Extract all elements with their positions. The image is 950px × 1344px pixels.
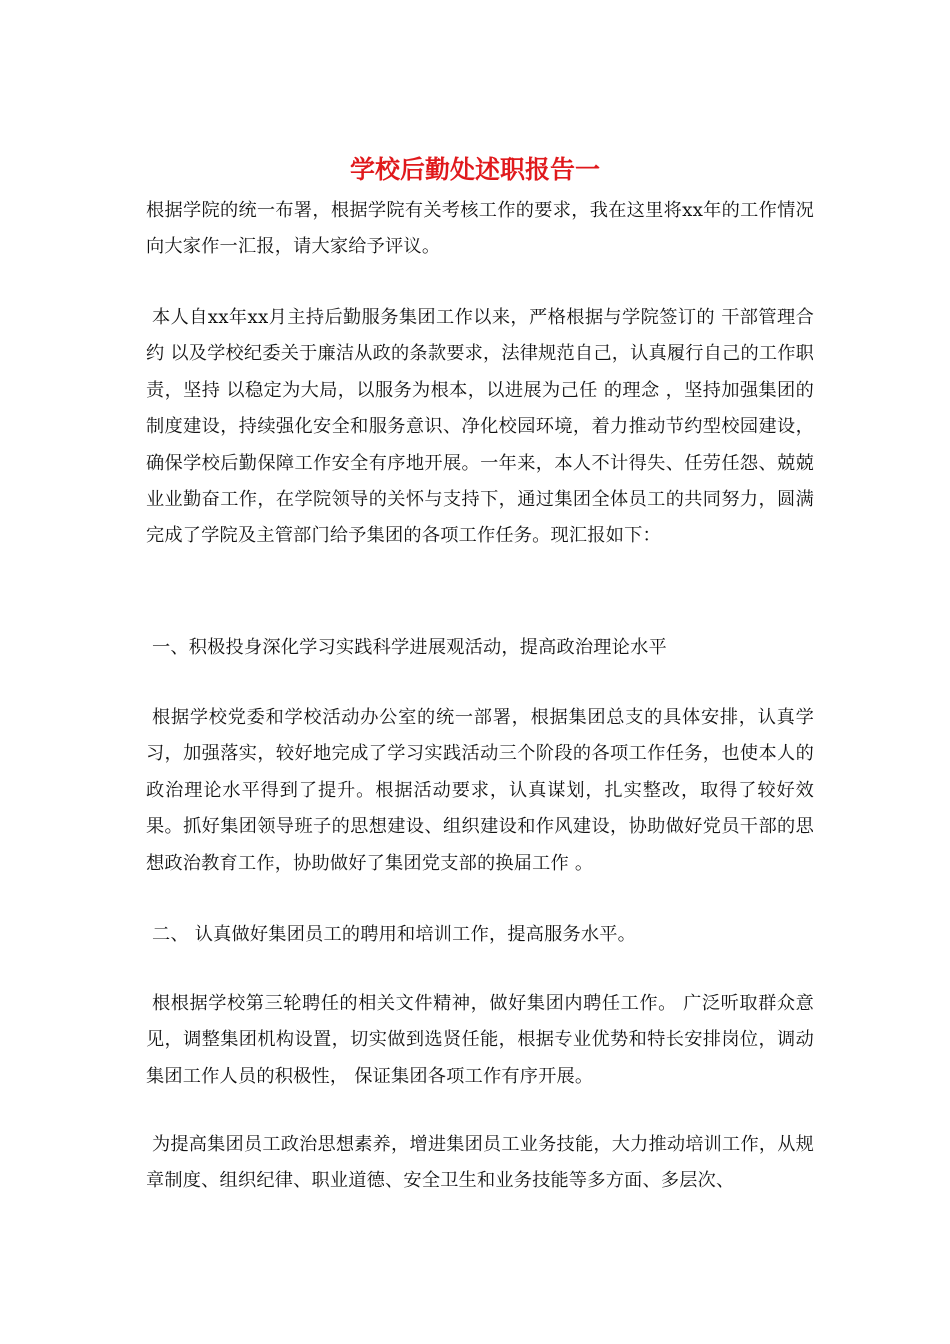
document-title: 学校后勤处述职报告一 — [349, 155, 600, 184]
section-heading-2: 二、 认真做好集团员工的聘用和培训工作，提高服务水平。 — [152, 924, 637, 945]
section-heading-1: 一、积极投身深化学习实践科学进展观活动，提高政治理论水平 — [152, 637, 667, 658]
paragraph-intro: 根据学院的统一布署，根据学院有关考核工作的要求，我在这里将xx年的工作情况向大家作一汇报，请大家给予评议。 — [146, 200, 814, 258]
paragraph-section-2a: 根根据学校第三轮聘任的相关文件精神，做好集团内聘任工作。 广泛听取群众意见，调整集团机构设置，切实做到选贤任能，根据专业优势和特长安排岗位，调动集团工作人员的积极性， 保证集团各项工作有序开展。 — [146, 993, 814, 1087]
paragraph-section-2b: 为提高集团员工政治思想素养，增进集团员工业务技能，大力推动培训工作，从规章制度、组织纪律、职业道德、安全卫生和业务技能等多方面、多层次、 — [146, 1134, 814, 1192]
paragraph-section-1: 根据学校党委和学校活动办公室的统一部署，根据集团总支的具体安排，认真学习，加强落实，较好地完成了学习实践活动三个阶段的各项工作任务，也使本人的政治理论水平得到了提升。根据活动要求，认真谋划，扎实整改，取得了较好效果。抓好集团领导班子的思想建设、组织建设和作风建设，协助做好党员干部的思想政治教育工作，协助做好了集团党支部的换届工作 。 — [146, 707, 814, 874]
paragraph-overview: 本人自xx年xx月主持后勤服务集团工作以来，严格根据与学院签订的 干部管理合约 以及学校纪委关于廉洁从政的条款要求，法律规范自己，认真履行自己的工作职责，坚持 以稳定为大局，以服务为根本，以进展为己任 的理念 ，坚持加强集团的制度建设，持续强化安全和服务意识、净化校园环境，着力推动节约型校园建设，确保学校后勤保障工作安全有序地开展。一年来，本人不计得失、任劳任怨、兢兢业业勤奋工作，在学院领导的关怀与支持下，通过集团全体员工的共同努力，圆满完成了学院及主管部门给予集团的各项工作任务。现汇报如下： — [146, 307, 814, 547]
